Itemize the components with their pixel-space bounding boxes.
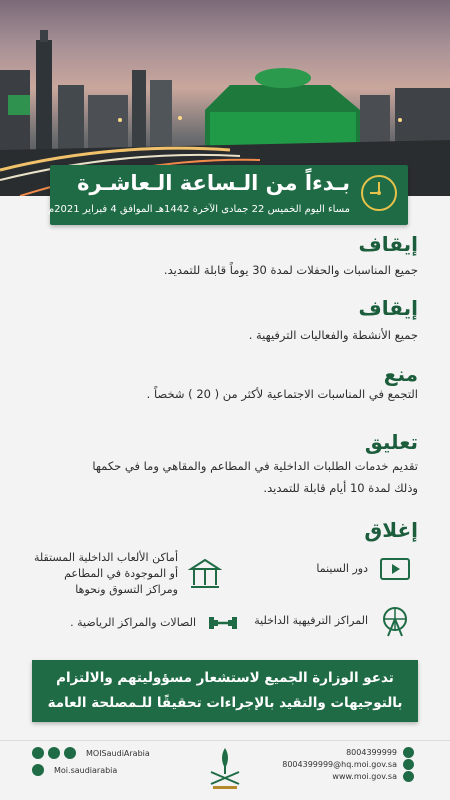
- contact-phone-row: [346, 747, 414, 758]
- section-heading-prohibit: منع: [383, 362, 418, 386]
- start-time-banner: [47, 165, 408, 225]
- closure-indoor-games-text: [34, 550, 178, 598]
- closure-indoor-games-line1: أماكن الألعاب الداخلية المستقلة: [34, 551, 178, 564]
- closure-indoor-entertainment-label: المراكز الترفيهية الداخلية: [254, 614, 368, 627]
- contact-website-row: [332, 771, 414, 782]
- globe-icon: [403, 771, 414, 782]
- footer-divider: [0, 740, 450, 741]
- contact-phone[interactable]: 8004399999: [346, 748, 397, 757]
- contact-website[interactable]: www.moi.gov.sa: [332, 772, 397, 781]
- clock-icon: [359, 173, 399, 213]
- ferris-wheel-icon: [378, 604, 412, 638]
- snapchat-icon[interactable]: [32, 764, 44, 776]
- snapchat-handle[interactable]: Moi.saudiarabia: [54, 765, 118, 775]
- statement-line1: تدعو الوزارة الجميع لاستشعار مسؤوليتهم والالتزام: [56, 670, 394, 686]
- dumbbell-icon: [206, 606, 240, 640]
- instagram-icon[interactable]: [48, 747, 60, 759]
- banner-title: بـدءاً من الـساعة الـعاشـرة: [77, 171, 350, 195]
- phone-icon: [403, 747, 414, 758]
- saudi-emblem-logo: [203, 744, 247, 792]
- statement-line2: بالتوجيهات والتقيد بالإجراءات تحقيقًا للـمصلحة العامة: [47, 695, 403, 711]
- closure-indoor-games-line2: أو الموجودة في المطاعم: [64, 567, 178, 580]
- section-body-suspend-events: جميع المناسبات والحفلات لمدة 30 يوماً قابلة للتمديد.: [163, 263, 418, 277]
- section-heading-suspend-activities: إيقاف: [358, 296, 418, 320]
- cinema-icon: [378, 552, 412, 586]
- contact-email[interactable]: 8004399999@hq.moi.gov.sa: [282, 760, 397, 769]
- section-body-suspend-activities: جميع الأنشطة والفعاليات الترفيهية .: [248, 328, 418, 342]
- contact-email-row: [282, 759, 414, 770]
- section-heading-suspension: تعليق: [364, 430, 418, 454]
- closure-item-gyms: [70, 606, 240, 640]
- snapchat-row: [32, 764, 117, 776]
- social-handle[interactable]: MOISaudiArabia: [86, 748, 150, 758]
- section-heading-suspend-events: إيقاف: [358, 232, 418, 256]
- closure-item-indoor-entertainment: [254, 604, 412, 638]
- social-links-row: [32, 747, 150, 759]
- ministry-call-statement: [32, 660, 418, 722]
- carousel-icon: [188, 557, 222, 591]
- closure-item-cinema: [316, 552, 412, 586]
- email-icon: [403, 759, 414, 770]
- section-body-suspension-line1: تقديم خدمات الطلبات الداخلية في المطاعم والمقاهي وما في حكمها: [92, 459, 418, 473]
- closure-gyms-label: الصالات والمراكز الرياضية .: [70, 616, 196, 629]
- twitter-icon[interactable]: [32, 747, 44, 759]
- banner-subtitle: مساء اليوم الخميس 22 جمادى الآخرة 1442هـ الموافق 4 فبراير 2021م: [47, 204, 350, 215]
- section-body-prohibit: التجمع في المناسبات الاجتماعية لأكثر من ( 20 ) شخصاً .: [146, 387, 418, 401]
- section-heading-closure: إغلاق: [364, 518, 418, 542]
- closure-item-indoor-games: [34, 550, 222, 598]
- closure-cinema-label: دور السينما: [316, 562, 368, 575]
- youtube-icon[interactable]: [64, 747, 76, 759]
- closure-indoor-games-line3: ومراكز التسوق ونحوها: [75, 583, 178, 596]
- section-body-suspension-line2: وذلك لمدة 10 أيام قابلة للتمديد.: [263, 481, 418, 495]
